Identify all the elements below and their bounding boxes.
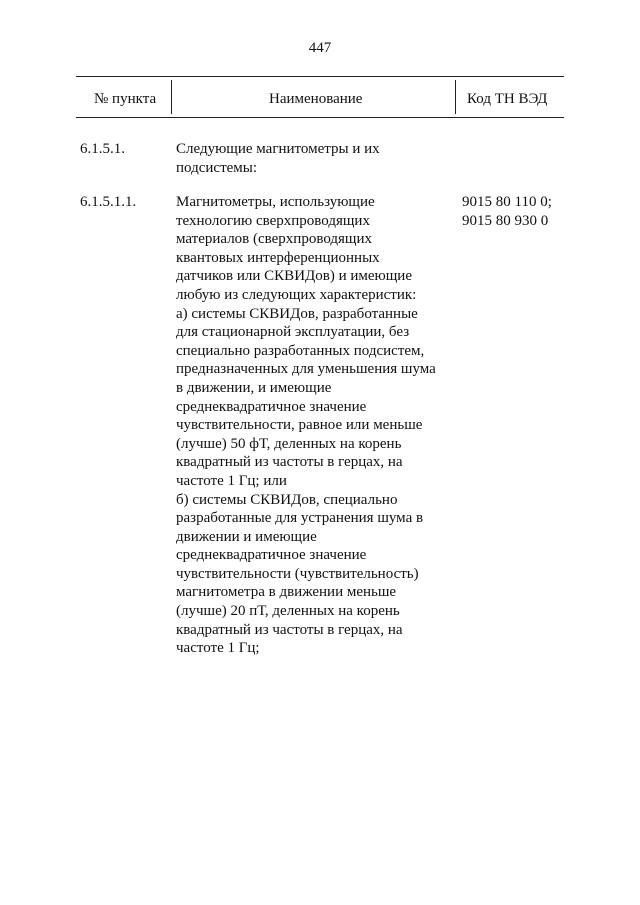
row-2-name-line: частоте 1 Гц;	[176, 640, 260, 657]
row-2-code	[462, 193, 552, 230]
row-2-name-line: б) системы СКВИДов, специально	[176, 491, 398, 508]
row-2-name-line: Магнитометры, использующие	[176, 194, 375, 210]
row-1-number: 6.1.5.1.	[80, 141, 125, 157]
row-2-name-line: магнитометра в движении меньше	[176, 584, 397, 601]
row-2-name-line: в движении, и имеющие	[176, 379, 332, 396]
row-1-name	[176, 140, 380, 177]
row-2-name-line: разработанные для устранения шума в	[176, 510, 424, 527]
row-2-name-line: любую из следующих характеристик:	[176, 286, 417, 303]
header-code: Код ТН ВЭД	[467, 91, 548, 107]
row-2-name-line: (лучше) 20 пТ, деленных на корень	[176, 603, 400, 620]
row-2-name-line: движении и имеющие	[176, 528, 317, 545]
row-2-name-line: (лучше) 50 фТ, деленных на корень	[176, 435, 402, 452]
row-1-name-line: подсистемы:	[176, 159, 258, 176]
row-2-name-line: для стационарной эксплуатации, без	[176, 324, 410, 341]
row-2-name-line: чувствительности (чувствительность)	[176, 565, 419, 582]
row-2-name-line: специально разработанных подсистем,	[176, 342, 425, 359]
header-item-number: № пункта	[94, 91, 157, 107]
row-2-name-line: материалов (сверхпроводящих	[176, 231, 372, 248]
header-name: Наименование	[269, 91, 363, 107]
table-top-rule	[76, 76, 564, 77]
row-2-number: 6.1.5.1.1.	[80, 194, 137, 210]
row-1-name-line: Следующие магнитометры и их	[176, 141, 380, 157]
row-2-code-line: 9015 80 930 0	[462, 212, 549, 229]
row-2-name-line: квантовых интерференционных	[176, 249, 380, 266]
row-2-name-line: квадратный из частоты в герцах, на	[176, 621, 403, 638]
page-number: 447	[308, 40, 332, 56]
column-divider-2	[455, 80, 456, 114]
row-2-name-line: технологию сверхпроводящих	[176, 212, 370, 229]
row-2-name-line: среднеквадратичное значение	[176, 547, 367, 564]
row-2-code-line: 9015 80 110 0;	[462, 194, 552, 210]
row-2-name-line: чувствительности, равное или меньше	[176, 417, 423, 434]
row-2-name-line: датчиков или СКВИДов) и имеющие	[176, 268, 412, 285]
column-divider-1	[171, 80, 172, 114]
row-2-name-line: квадратный из частоты в герцах, на	[176, 454, 403, 471]
row-2-name-line: предназначенных для уменьшения шума	[176, 361, 436, 378]
header-bottom-rule	[76, 117, 564, 118]
row-2-name	[176, 193, 436, 658]
row-2-name-line: среднеквадратичное значение	[176, 398, 367, 415]
row-2-name-line: частоте 1 Гц; или	[176, 472, 287, 489]
row-2-name-line: а) системы СКВИДов, разработанные	[176, 305, 418, 322]
